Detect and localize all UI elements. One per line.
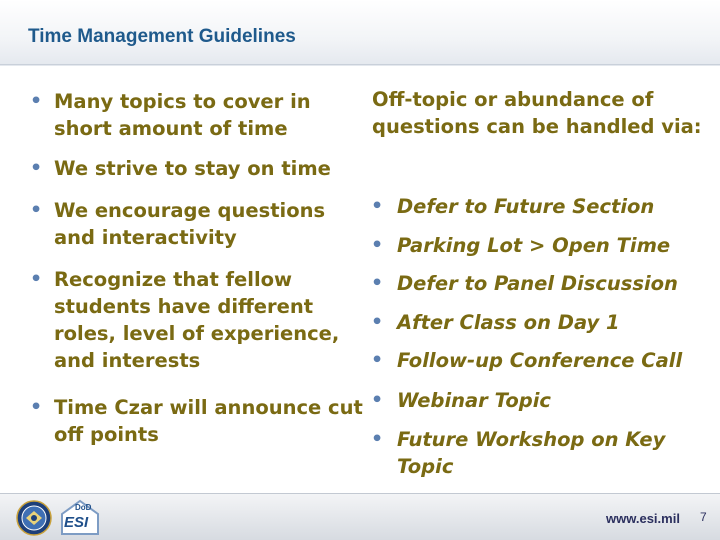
right-bullet-7-line-2: Topic (397, 455, 454, 478)
left-bullet-4-line-2: students have different (54, 295, 314, 318)
dod-seal-icon (16, 500, 52, 536)
bullet-icon: • (371, 272, 384, 294)
bullet-icon: • (30, 396, 43, 418)
left-bullet-5-line-2: off points (54, 423, 159, 446)
right-bullet-3-text: Defer to Panel Discussion (397, 272, 678, 295)
bullet-icon: • (371, 195, 384, 217)
left-bullet-3-line-1: We encourage questions (54, 199, 326, 222)
bullet-icon: • (30, 90, 43, 112)
slide-title: Time Management Guidelines (28, 26, 296, 47)
bullet-icon: • (371, 311, 384, 333)
page-number: 7 (700, 510, 707, 524)
footer-url[interactable]: www.esi.mil (606, 511, 680, 526)
bullet-icon: • (371, 234, 384, 256)
right-bullet-1-text: Defer to Future Section (397, 195, 655, 218)
right-bullet-7-line-1: Future Workshop on Key (397, 428, 666, 451)
right-bullet-5-text: Follow-up Conference Call (397, 349, 683, 372)
right-heading (372, 86, 702, 140)
left-bullet-1-line-1: Many topics to cover in (54, 90, 311, 113)
right-heading-line-2: questions can be handled via: (372, 115, 702, 138)
bullet-icon: • (30, 199, 43, 221)
left-bullet-1-line-2: short amount of time (54, 117, 288, 140)
right-bullet-2-text: Parking Lot > Open Time (397, 234, 671, 257)
logo-dod-text: DoD (75, 503, 92, 512)
left-bullet-3-line-2: and interactivity (54, 226, 237, 249)
left-bullet-5-line-1: Time Czar will announce cut (54, 396, 363, 419)
bullet-icon: • (371, 349, 384, 371)
bullet-icon: • (30, 157, 43, 179)
right-bullet-6-text: Webinar Topic (397, 389, 551, 412)
bullet-icon: • (371, 428, 384, 450)
bullet-icon: • (371, 389, 384, 411)
header-divider (0, 64, 720, 65)
left-bullet-4-line-1: Recognize that fellow (54, 268, 293, 291)
left-bullet-4-line-3: roles, level of experience, (54, 322, 340, 345)
logo-esi-text: ESI (64, 514, 89, 531)
right-heading-line-1: Off-topic or abundance of (372, 88, 654, 111)
left-bullet-2-line-1: We strive to stay on time (54, 157, 331, 180)
right-bullet-4-text: After Class on Day 1 (397, 311, 620, 334)
left-bullet-4-line-4: and interests (54, 349, 201, 372)
bullet-icon: • (30, 268, 43, 290)
